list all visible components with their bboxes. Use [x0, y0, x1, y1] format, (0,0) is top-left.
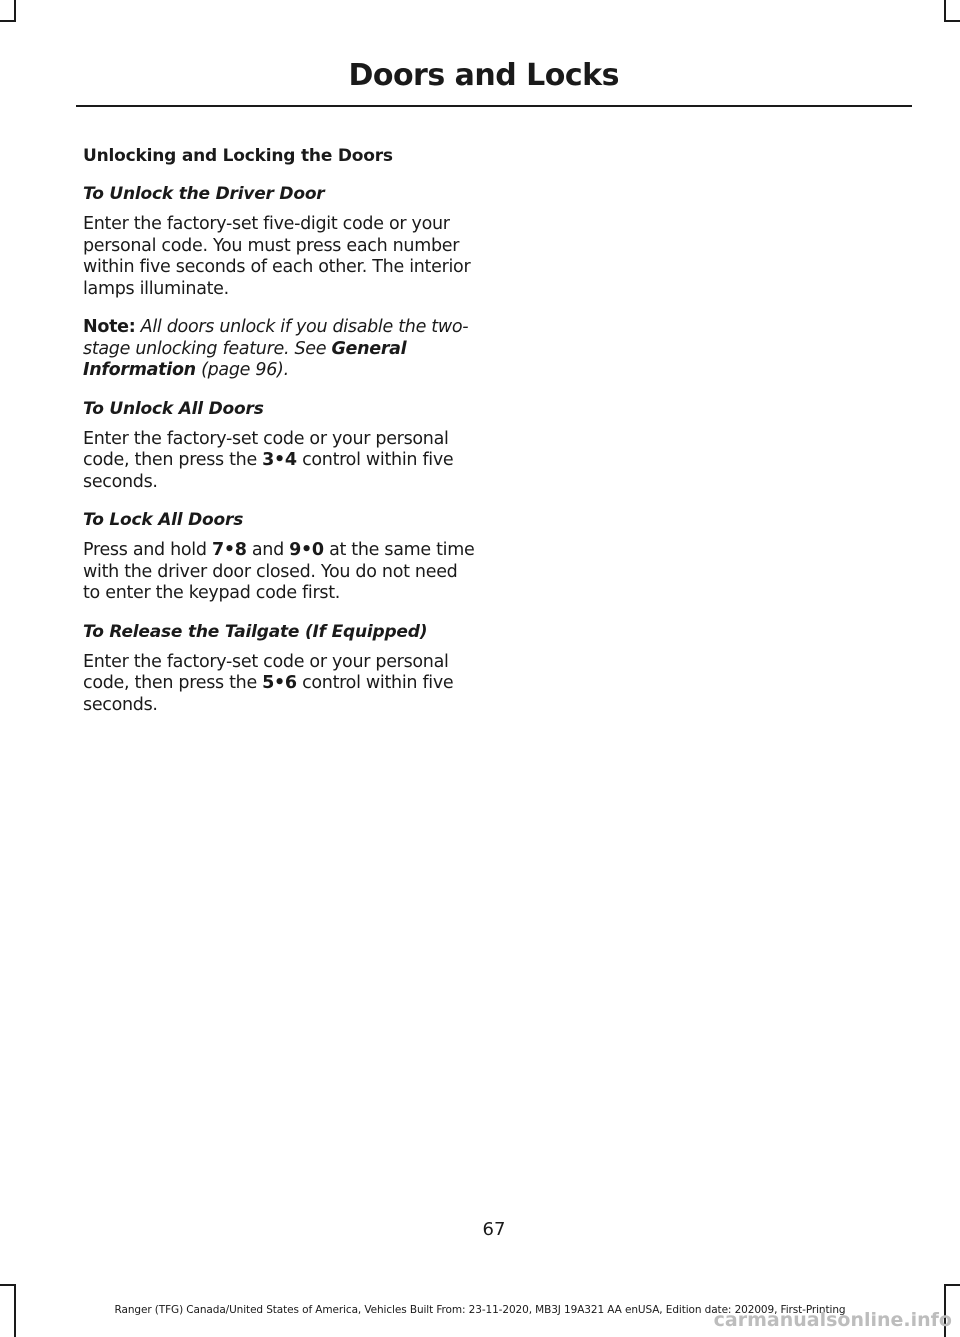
cross-reference-link[interactable]: General Information	[83, 338, 407, 380]
page-footer: Ranger (TFG) Canada/United States of America, Vehicles Built From: 23-11-2020, MB3J 19A321 AA enUSA, Edition date: 202009, First-Printing	[114, 1304, 846, 1316]
note-two-stage-unlocking	[83, 317, 478, 382]
crop-mark-bottom-left-h	[0, 1284, 16, 1286]
subheading-lock-all-doors: To Lock All Doors	[83, 510, 244, 530]
crop-mark-top-left-v	[14, 0, 16, 22]
paragraph-release-tailgate	[83, 652, 478, 717]
header-rule	[76, 105, 912, 107]
page-reference: (page 96)	[201, 360, 284, 380]
keypad-control-label: 7•8	[211, 540, 247, 560]
paragraph-unlock-driver-door: Enter the factory-set five-digit code or your personal code. You must press each number within five seconds of each other. The interior lamps illuminate.	[83, 214, 471, 299]
watermark: carmanualsonline.info	[713, 1309, 952, 1331]
text: Press and hold	[83, 540, 207, 560]
keypad-control-label: 3•4	[262, 450, 297, 470]
keypad-control-label: 9•0	[289, 540, 324, 560]
note-label: Note:	[83, 317, 136, 337]
section-title: Unlocking and Locking the Doors	[83, 146, 393, 166]
subheading-unlock-driver-door: To Unlock the Driver Door	[83, 184, 325, 204]
subheading-release-tailgate: To Release the Tailgate (If Equipped)	[83, 621, 428, 642]
text: Enter the factory-set code or your personal code, then press the	[83, 428, 449, 470]
text: at the same time with the driver door closed. You do not need to enter the keypad code first.	[83, 540, 475, 603]
text: Enter the factory-set code or your personal code, then press the	[83, 651, 449, 693]
crop-mark-top-right-v	[944, 0, 946, 22]
paragraph-lock-all-doors	[83, 540, 478, 605]
text: control within five seconds.	[83, 673, 454, 715]
crop-mark-top-right-h	[944, 20, 960, 22]
page-header-title: Doors and Locks	[348, 58, 619, 93]
text: and	[251, 540, 284, 560]
crop-mark-bottom-right-h	[944, 1284, 960, 1286]
note-text: All doors unlock if you disable the two-stage unlocking feature. See	[83, 317, 469, 359]
paragraph-unlock-all-doors	[83, 429, 478, 494]
crop-mark-top-left-h	[0, 20, 16, 22]
note-end: .	[283, 360, 289, 380]
keypad-control-label: 5•6	[262, 673, 297, 693]
text: control within five seconds.	[83, 450, 454, 492]
page-number: 67	[482, 1219, 506, 1240]
subheading-unlock-all-doors: To Unlock All Doors	[83, 398, 264, 419]
main-content	[83, 146, 478, 733]
